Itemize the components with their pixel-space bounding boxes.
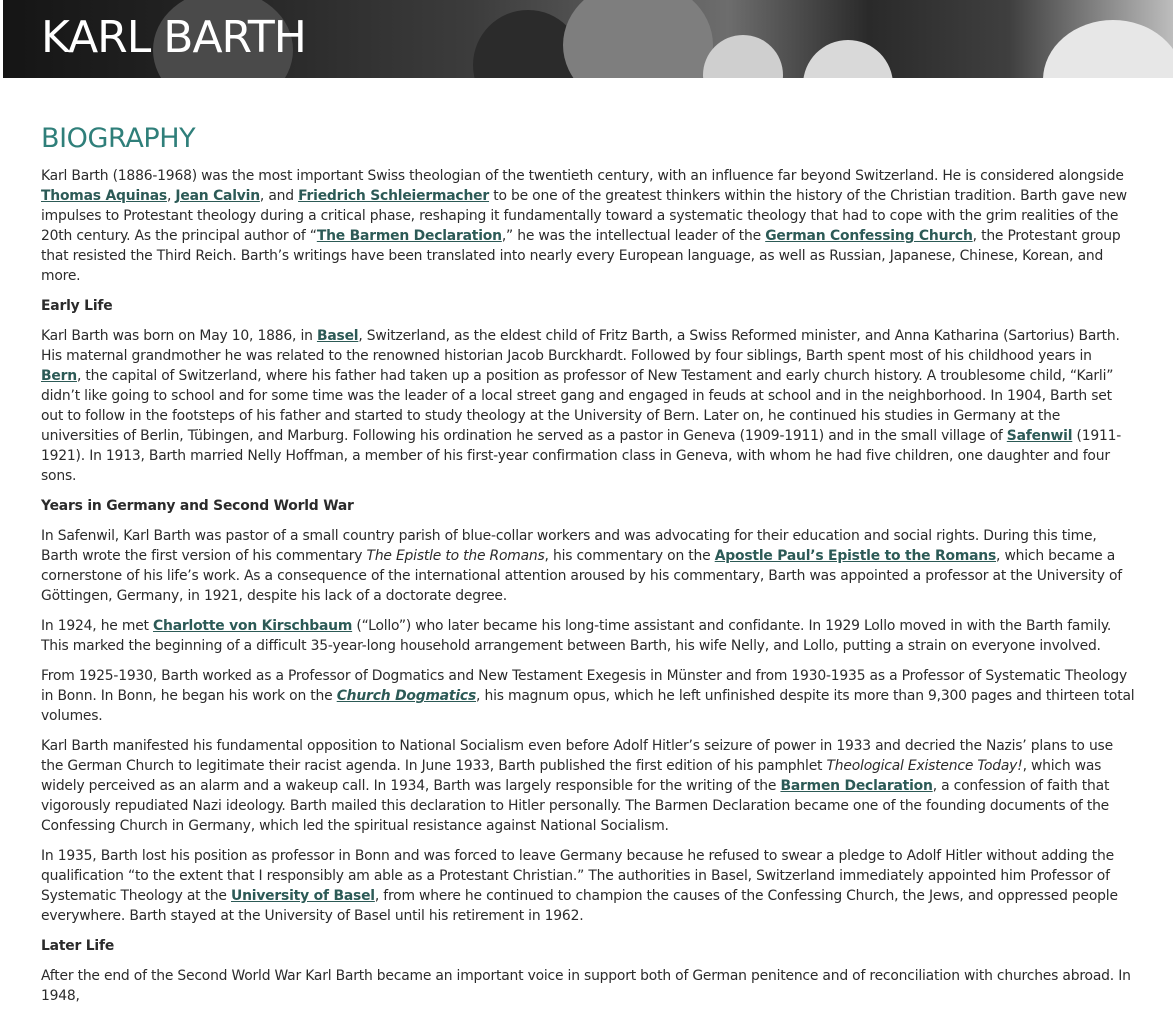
text-run: ,” he was the intellectual leader of the <box>501 228 766 244</box>
text-run: , a confession of faith that vigorously repudiated Nazi ideology. Barth mailed this declaration to Hitler personally. The Barmen Declaration became one of the founding documents of the Confessing Church in Germany, which led the spiritual resistance against National Socialism. <box>41 778 1110 834</box>
link-german-confessing-church[interactable]: German Confessing Church <box>765 228 973 244</box>
body-paragraph <box>41 846 1136 926</box>
body-paragraph <box>41 166 1136 286</box>
text-run: , and <box>259 188 299 204</box>
link-epistle-to-the-romans[interactable]: Apostle Paul’s Epistle to the Romans <box>714 548 997 564</box>
link-university-of-basel[interactable]: University of Basel <box>231 888 375 904</box>
text-run: , Switzerland, as the eldest child of Fritz Barth, a Swiss Reformed minister, and Anna Katharina (Sartorius) Barth. His maternal grandmother he was related to the renowned historian Jacob Burckhardt. Followed by four siblings, Barth spent most of his childhood years in <box>41 328 1120 364</box>
biography-text <box>41 166 1136 1006</box>
italic-title: Theological Existence Today! <box>826 758 1023 774</box>
body-paragraph <box>41 616 1136 656</box>
text-run: Karl Barth (1886-1968) was the most important Swiss theologian of the twentieth century, with an influence far beyond Switzerland. He is considered alongside <box>41 168 1124 184</box>
banner-photo-figure <box>803 40 893 78</box>
text-run: , the Protestant group that resisted the Third Reich. Barth’s writings have been translated into nearly every European language, as well as Russian, Japanese, Chinese, Korean, and more. <box>41 228 1121 284</box>
text-run: , his commentary on the <box>544 548 715 564</box>
link-church-dogmatics[interactable]: Church Dogmatics <box>336 688 477 704</box>
text-run: , from where he continued to champion the causes of the Confessing Church, the Jews, and oppressed people everywhere. Barth stayed at the University of Basel until his retirement in 1962. <box>41 888 1118 924</box>
text-run: In 1935, Barth lost his position as professor in Bonn and was forced to leave Germany because he refused to swear a pledge to Adolf Hitler without adding the qualification “to the extent that I responsibly am able as a Protestant Christian.” The authorities in Basel, Switzerland immediately appointed him Professor of Systematic Theology at the <box>41 848 1114 904</box>
text-run: Later Life <box>41 938 115 954</box>
text-run: (“Lollo”) who later became his long-time assistant and confidante. In 1929 Lollo moved in with the Barth family. This marked the beginning of a difficult 35-year-long household arrangement between Barth, his wife Nelly, and Lollo, putting a strain on everyone involved. <box>41 618 1112 654</box>
section-heading: BIOGRAPHY <box>41 123 196 154</box>
link-barmen-declaration[interactable]: The Barmen Declaration <box>316 228 502 244</box>
body-paragraph <box>41 966 1136 1006</box>
subsection-heading <box>41 496 1136 516</box>
text-run: , his magnum opus, which he left unfinished despite its more than 9,300 pages and thirteen total volumes. <box>41 688 1135 724</box>
text-run: , <box>166 188 176 204</box>
text-run: In Safenwil, Karl Barth was pastor of a small country parish of blue-collar workers and was advocating for their education and social rights. During this time, Barth wrote the first version of his commentary <box>41 528 1097 564</box>
link-jean-calvin[interactable]: Jean Calvin <box>175 188 260 204</box>
link-basel[interactable]: Basel <box>316 328 359 344</box>
link-charlotte-von-kirschbaum[interactable]: Charlotte von Kirschbaum <box>153 618 353 634</box>
text-run: , which was widely perceived as an alarm and a wakeup call. In 1934, Barth was largely responsible for the writing of the <box>41 758 1102 794</box>
text-run: to be one of the greatest thinkers within the history of the Christian tradition. Barth gave new impulses to Protestant theology during a critical phase, reshaping it fundamentally toward a systematic theology that had to cope with the grim realities of the 20th century. As the principal author of “ <box>41 188 1127 244</box>
banner-photo-figure <box>703 35 783 78</box>
text-run: In 1924, he met <box>41 618 154 634</box>
link-friedrich-schleiermacher[interactable]: Friedrich Schleiermacher <box>298 188 490 204</box>
banner-photo-figure <box>1043 20 1173 78</box>
biography-section <box>41 118 1136 1016</box>
subsection-heading <box>41 936 1136 956</box>
text-run: After the end of the Second World War Karl Barth became an important voice in support both of German penitence and of reconciliation with churches abroad. In 1948, <box>41 968 1131 1004</box>
banner-photo-figure <box>563 0 713 78</box>
text-run: (1911-1921). In 1913, Barth married Nelly Hoffman, a member of his first-year confirmation class in Geneva, with whom he had five children, one daughter and four sons. <box>41 428 1122 484</box>
text-run: Years in Germany and Second World War <box>41 498 354 514</box>
text-run: Karl Barth was born on May 10, 1886, in <box>41 328 317 344</box>
link-bern[interactable]: Bern <box>41 368 77 384</box>
text-run: , the capital of Switzerland, where his father had taken up a position as professor of New Testament and early church history. A troublesome child, “Karli” didn’t like going to school and for some time was the leader of a local street gang and engaged in feuds at school and in the neighborhood. In 1904, Barth set out to follow in the footsteps of his father and started to study theology at the University of Bern. Later on, he continued his studies in Germany at the universities of Berlin, Tübingen, and Marburg. Following his ordination he served as a pastor in Geneva (1909-1911) and in the small village of <box>41 368 1114 444</box>
subsection-heading <box>41 296 1136 316</box>
body-paragraph <box>41 326 1136 486</box>
text-run: Karl Barth manifested his fundamental opposition to National Socialism even before Adolf Hitler’s seizure of power in 1933 and decried the Nazis’ plans to use the German Church to legitimate their racist agenda. In June 1933, Barth published the first edition of his pamphlet <box>41 738 1113 774</box>
body-paragraph <box>41 666 1136 726</box>
link-thomas-aquinas[interactable]: Thomas Aquinas <box>41 188 167 204</box>
text-run: From 1925-1930, Barth worked as a Professor of Dogmatics and New Testament Exegesis in Münster and from 1930-1935 as a Professor of Systematic Theology in Bonn. In Bonn, he began his work on the <box>41 668 1128 704</box>
header-banner <box>3 0 1173 78</box>
text-run: Early Life <box>41 298 113 314</box>
italic-title: The Epistle to the Romans <box>366 548 545 564</box>
link-barmen-declaration-2[interactable]: Barmen Declaration <box>780 778 933 794</box>
text-run: , which became a cornerstone of his life’s work. As a consequence of the international attention aroused by his commentary, Barth was appointed a professor at the University of Göttingen, Germany, in 1921, despite his lack of a doctorate degree. <box>41 548 1122 604</box>
banner-title: KARL BARTH <box>41 12 306 63</box>
link-safenwil[interactable]: Safenwil <box>1006 428 1073 444</box>
body-paragraph <box>41 526 1136 606</box>
body-paragraph <box>41 736 1136 836</box>
